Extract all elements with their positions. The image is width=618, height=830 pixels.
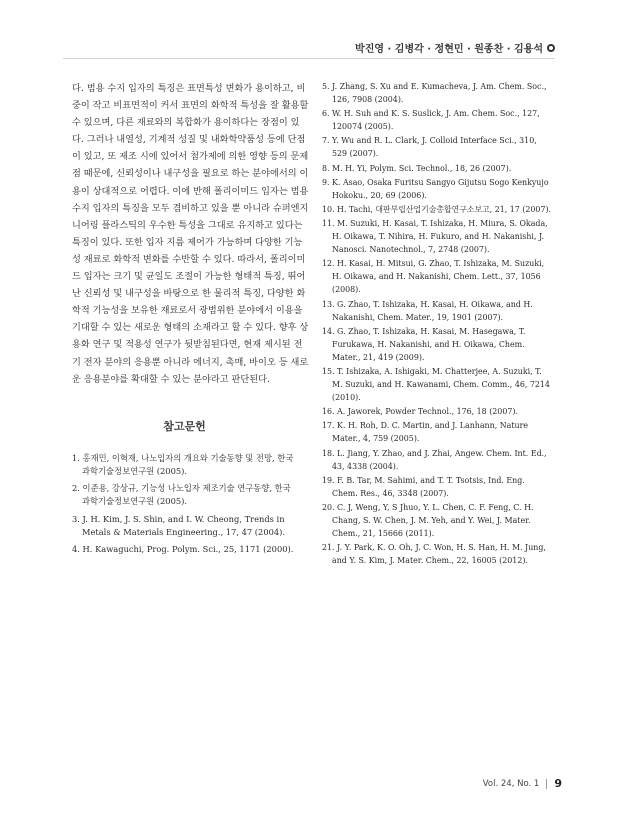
reference-item: 9. K. Asao, Osaka Furitsu Sangyo Gijutsu Sogo Kenkyujo Hokoku., 20, 69 (2006). [322, 177, 549, 200]
running-header [355, 40, 555, 55]
reference-item: 19. F. B. Tar, M. Sahimi, and T. T. Tsotsis, Ind. Eng. Chem. Res., 46, 3348 (2007). [322, 475, 525, 498]
reference-item: 18. L. Jiang, Y. Zhao, and J. Zhai, Angew. Chem. Int. Ed., 43, 4338 (2004). [322, 448, 547, 471]
body-paragraph [72, 80, 309, 388]
reference-item: 3. J. H. Kim, J. S. Shin, and I. W. Cheong, Trends in Metals & Materials Engineering., 17, 47 (2004). [72, 513, 286, 537]
body-line: 다. 그러나 내열성, 기계적 성질 및 내화학약품성 등에 단점 [72, 134, 306, 146]
reference-item: 17. K. H. Roh, D. C. Martin, and J. Lanhann, Nature Mater., 4, 759 (2005). [322, 421, 529, 444]
reference-list-left [72, 452, 297, 556]
body-line: 수지 입자의 특징을 모두 겸비하고 있을 뿐 아니라 슈퍼엔지 [72, 202, 309, 214]
body-line: 다. 범용 수지 입자의 특징은 표면특성 변화가 용이하고, 비 [72, 83, 306, 94]
body-line: 학적 기능성을 보유한 재료로서 광범위한 분야에서 이용을 [72, 305, 303, 317]
body-line: 용화 연구 및 적용성 연구가 뒷받침된다면, 현재 제시된 전 [72, 339, 303, 351]
body-line: 난 신뢰성 및 내구성을 바탕으로 한 물리적 특징, 다양한 화 [72, 288, 306, 300]
body-line: 드 입자는 크기 및 균일도 조절이 가능한 형태적 특징, 뛰어 [72, 271, 306, 283]
reference-list-right [322, 80, 552, 567]
header-authors: 박진영 · 김병각 · 정현민 · 원종찬 · 김용석 [355, 44, 543, 55]
body-line: 운 응용분야를 확대할 수 있는 분야라고 판단된다. [72, 373, 270, 385]
reference-item: 10. H. Tachi, 대판부립산업기술총합연구소보고, 21, 17 (2007). [322, 204, 552, 214]
issue-label: Vol. 24, No. 1 [482, 778, 540, 789]
body-line: 이 있고, 또 제조 시에 있어서 첨가제에 의한 영향 등의 문제 [72, 151, 309, 163]
reference-item: 21. J. Y. Park, K. O. Oh, J. C. Won, H. S. Han, H. M. Jung, and Y. S. Kim, J. Mater. Chem., 22, 16005 (2012). [322, 543, 546, 566]
page-number: 9 [554, 777, 562, 790]
references-heading: 참고문헌 [163, 419, 206, 433]
body-line: 특징이 있다. 또한 입자 지름 제어가 가능하며 다양한 기능 [72, 236, 303, 248]
reference-item: 6. W. H. Suh and K. S. Suslick, J. Am. Chem. Soc., 127, 120074 (2005). [322, 109, 540, 132]
circle-bullet-icon [547, 44, 555, 52]
reference-item: 20. C. J, Weng, Y, S Jhuo, Y. L. Chen, C. F. Feng, C. H. Chang, S. W. Chen, J. M. Yeh, and Y. Wei, J. Mater. Chem., 21, 15666 (2011). [322, 502, 534, 539]
header-rule [63, 58, 555, 59]
left-column [72, 80, 309, 560]
body-line: 기 전자 분야의 응용뿐 아니라 에너지, 촉매, 바이오 등 새로 [72, 356, 309, 368]
reference-item: 8. M. H. Yi, Polym. Sci. Technol., 18, 26 (2007). [322, 163, 512, 173]
reference-item: 16. A. Jaworek, Powder Technol., 176, 18 (2007). [322, 407, 518, 417]
reference-item: 2. 이준용, 강상규, 기능성 나노입자 제조기술 연구동향, 한국과학기술정보연구원 (2005). [72, 483, 291, 507]
reference-item: 15. T. Ishizaka, A. Ishigaki, M. Chatterjee, A. Suzuki, T. M. Suzuki, and H. Kawanami, Chem. Comm., 46, 7214 (2010). [322, 366, 550, 403]
body-line: 성 재료로 화학적 변화를 수반할 수 있다. 따라서, 폴리이미 [72, 253, 306, 265]
right-column [322, 80, 552, 568]
reference-item: 13. G. Zhao, T. Ishizaka, H. Kasai, H. Oikawa, and H. Nakanishi, Chem. Mater., 19, 1901 (2007). [322, 299, 533, 322]
reference-item: 12. H. Kasai, H. Mitsui, G. Zhao, T. Ishizaka, M. Suzuki, H. Oikawa, and H. Nakanishi, Chem. Lett., 37, 1056 (2008). [322, 259, 545, 295]
body-line: 용이 상대적으로 어렵다. 이에 반해 폴리이미드 입자는 범용 [72, 185, 309, 197]
reference-item: 1. 홍재민, 이혁재, 나노입자의 개요와 기술동향 및 전망, 한국과학기술정보연구원 (2005). [72, 452, 294, 476]
reference-item: 11. M. Suzuki, H. Kasai, T. Ishizaka, H. Miura, S. Okada, H. Oikawa, T. Nihira, H. Fukuro, and H. Nakanishi, J. Nanosci. Nanotechnol., 7, 2748 (2007). [322, 218, 548, 255]
reference-item: 14. G. Zhao, T. Ishizaka, H. Kasai, M. Hasegawa, T. Furukawa, H. Nakanishi, and H. Oikawa, Chem. Mater., 21, 419 (2009). [322, 326, 526, 362]
body-line: 수 있으며, 다른 재료와의 복합화가 용이하다는 장점이 있 [72, 117, 300, 129]
body-line: 기대할 수 있는 새로운 형태의 소재라고 할 수 있다. 향후 상 [72, 322, 309, 334]
body-line: 니어링 플라스틱의 우수한 특성을 그대로 유지하고 있다는 [72, 219, 303, 231]
reference-item: 7. Y. Wu and R. L. Clark, J. Colloid Interface Sci., 310, 529 (2007). [322, 136, 537, 159]
body-line: 점 때문에, 신뢰성이나 내구성을 필요로 하는 분야에서의 이 [72, 168, 309, 180]
reference-item: 5. J. Zhang, S. Xu and E. Kumacheva, J. Am. Chem. Soc., 126, 7908 (2004). [322, 82, 547, 105]
footer-divider [546, 779, 547, 789]
body-line: 중이 작고 비표면적이 커서 표면의 화학적 특성을 잘 활용할 [72, 100, 309, 112]
page-footer [483, 777, 562, 790]
reference-item: 4. H. Kawaguchi, Prog. Polym. Sci., 25, 1171 (2000). [72, 543, 294, 554]
